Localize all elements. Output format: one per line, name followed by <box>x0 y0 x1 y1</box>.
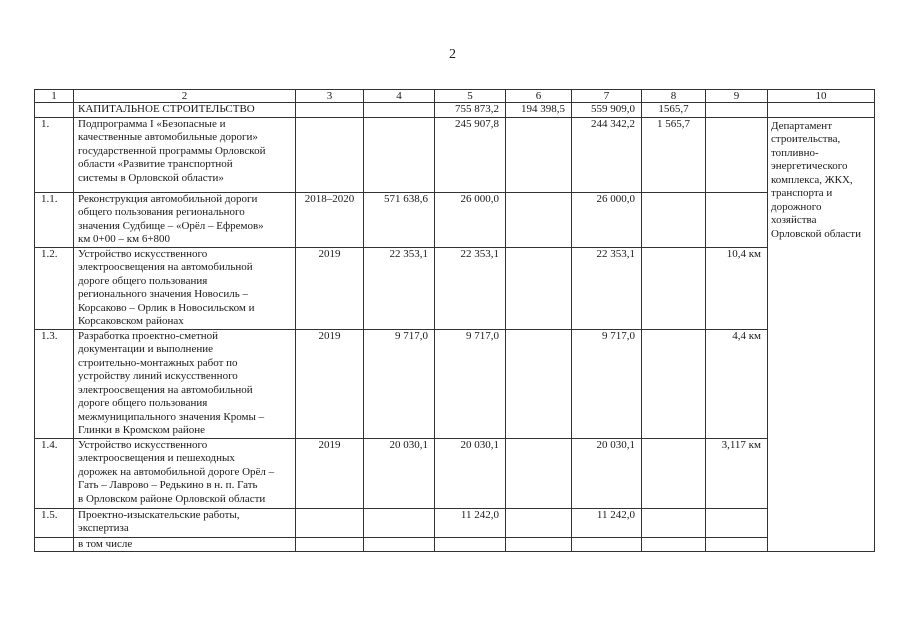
row-amount-col8 <box>642 508 706 537</box>
row-number: 1.4. <box>35 438 74 508</box>
department-line: энергетического <box>771 160 848 172</box>
table-row <box>35 117 875 192</box>
description-line: Корсаково – Орлик в Новосильском и <box>78 301 255 314</box>
empty-cell <box>435 537 506 552</box>
description-line: Подпрограмма I «Безопасные и <box>78 117 226 130</box>
description-line: электроосвещения и пешеходных <box>78 452 235 464</box>
row-amount-col8 <box>642 329 706 438</box>
description-line: качественные автомобильные дороги» <box>78 131 258 143</box>
row-total-cost <box>364 117 435 192</box>
department-line: комплекса, ЖКХ, <box>771 173 853 186</box>
row-amount-col7: 20 030,1 <box>572 438 642 508</box>
page-number: 2 <box>449 47 456 62</box>
row-amount-col8: 1 565,7 <box>642 117 706 192</box>
column-number: 10 <box>768 90 875 103</box>
department-line: транспорта и <box>771 187 833 199</box>
row-number: 1.5. <box>35 508 74 537</box>
description-line: документации и выполнение <box>78 343 213 355</box>
including-row <box>35 537 875 552</box>
row-capacity <box>706 117 768 192</box>
description-line: государственной программы Орловской <box>78 144 266 157</box>
description-line: Корсаковском районах <box>78 315 184 327</box>
empty-cell <box>706 537 768 552</box>
program-table <box>34 89 875 552</box>
row-amount-col5: 245 907,8 <box>435 117 506 192</box>
capital-construction-row <box>35 103 875 118</box>
row-total-cost: 20 030,1 <box>364 438 435 508</box>
description-line: общего пользования регионального <box>78 206 245 218</box>
row-amount-col5: 9 717,0 <box>435 329 506 438</box>
row-description <box>74 247 296 329</box>
row-amount-col6 <box>506 247 572 329</box>
row-amount-col7: 26 000,0 <box>572 192 642 247</box>
column-number: 1 <box>35 90 74 103</box>
description-line: значения Судбище – «Орёл – Ефремов» <box>78 219 264 232</box>
department-line: Департамент <box>771 119 833 132</box>
column-number: 5 <box>435 90 506 103</box>
row-total-cost: 9 717,0 <box>364 329 435 438</box>
description-line: регионального значения Новосиль – <box>78 288 249 300</box>
row-amount-col8 <box>642 438 706 508</box>
department-line: Орловской области <box>771 227 861 240</box>
description-line: Устройство искусственного <box>78 438 208 451</box>
row-capacity <box>706 508 768 537</box>
table-row <box>35 247 875 329</box>
row-capacity: 10,4 км <box>706 247 768 329</box>
row-amount-col7: 244 342,2 <box>572 117 642 192</box>
row-amount-col6 <box>506 329 572 438</box>
capital-total-col5: 755 873,2 <box>435 103 506 118</box>
description-line: электроосвещения на автомобильной <box>78 261 253 273</box>
empty-cell <box>506 537 572 552</box>
row-amount-col7: 22 353,1 <box>572 247 642 329</box>
row-amount-col8 <box>642 247 706 329</box>
table-row <box>35 192 875 247</box>
row-amount-col8 <box>642 192 706 247</box>
row-capacity <box>706 192 768 247</box>
description-line: системы в Орловской области» <box>78 171 224 184</box>
column-number: 9 <box>706 90 768 103</box>
row-total-cost <box>364 508 435 537</box>
row-number: 1.2. <box>35 247 74 329</box>
description-line: электроосвещения на автомобильной <box>78 383 253 396</box>
department-line: дорожного <box>771 200 822 213</box>
row-description <box>74 329 296 438</box>
row-amount-col5: 11 242,0 <box>435 508 506 537</box>
column-number: 7 <box>572 90 642 103</box>
row-total-cost: 22 353,1 <box>364 247 435 329</box>
column-number: 8 <box>642 90 706 103</box>
row-description <box>74 117 296 192</box>
description-line: области «Развитие транспортной <box>78 158 233 170</box>
column-number: 6 <box>506 90 572 103</box>
description-line: км 0+00 – км 6+800 <box>78 233 171 245</box>
capital-total-col8: 1565,7 <box>642 103 706 118</box>
row-period: 2019 <box>296 438 364 508</box>
row-description <box>74 508 296 537</box>
table-row <box>35 508 875 537</box>
column-number: 4 <box>364 90 435 103</box>
row-period <box>296 508 364 537</box>
table-row <box>35 329 875 438</box>
description-line: дороге общего пользования <box>78 274 208 287</box>
description-line: Устройство искусственного <box>78 247 208 260</box>
description-line: Проектно-изыскательские работы, <box>78 508 240 521</box>
row-number: 1.1. <box>35 192 74 247</box>
description-line: Реконструкция автомобильной дороги <box>78 192 258 205</box>
row-number: 1. <box>35 117 74 192</box>
description-line: в Орловском районе Орловской области <box>78 492 266 505</box>
row-amount-col6 <box>506 438 572 508</box>
row-amount-col6 <box>506 508 572 537</box>
row-period: 2019 <box>296 247 364 329</box>
row-period: 2019 <box>296 329 364 438</box>
description-line: межмуниципального значения Кромы – <box>78 410 265 423</box>
description-line: Глинки в Кромском районе <box>78 424 206 436</box>
row-amount-col7: 9 717,0 <box>572 329 642 438</box>
row-number: 1.3. <box>35 329 74 438</box>
row-amount-col6 <box>506 192 572 247</box>
row-amount-col6 <box>506 117 572 192</box>
description-line: дорожек на автомобильной дороге Орёл – <box>78 465 275 478</box>
row-period: 2018–2020 <box>296 192 364 247</box>
row-amount-col5: 22 353,1 <box>435 247 506 329</box>
description-line: дороге общего пользования <box>78 397 208 409</box>
description-line: Гать – Лаврово – Редькино в н. п. Гать <box>78 479 258 491</box>
column-number: 3 <box>296 90 364 103</box>
column-number-row <box>35 90 875 103</box>
table-row <box>35 438 875 508</box>
empty-cell <box>35 537 74 552</box>
row-amount-col5: 26 000,0 <box>435 192 506 247</box>
capital-construction-title: КАПИТАЛЬНОЕ СТРОИТЕЛЬСТВО <box>74 103 296 118</box>
description-line: Разработка проектно-сметной <box>78 329 219 342</box>
row-period <box>296 117 364 192</box>
department-line: строительства, <box>771 133 841 145</box>
capital-total-col7: 559 909,0 <box>572 103 642 118</box>
description-line: строительно-монтажных работ по <box>78 356 238 369</box>
capital-total-col6: 194 398,5 <box>506 103 572 118</box>
row-capacity: 3,117 км <box>706 438 768 508</box>
responsible-department <box>768 117 875 552</box>
description-line: экспертиза <box>78 522 129 534</box>
empty-cell <box>572 537 642 552</box>
column-number: 2 <box>74 90 296 103</box>
row-amount-col5: 20 030,1 <box>435 438 506 508</box>
description-line: устройству линий искусственного <box>78 370 238 382</box>
empty-cell <box>296 537 364 552</box>
including-label: в том числе <box>74 537 296 552</box>
row-capacity: 4,4 км <box>706 329 768 438</box>
department-line: хозяйства <box>771 214 817 226</box>
empty-cell <box>364 537 435 552</box>
row-description <box>74 192 296 247</box>
row-amount-col7: 11 242,0 <box>572 508 642 537</box>
department-line: топливно- <box>771 146 819 159</box>
row-description <box>74 438 296 508</box>
empty-cell <box>642 537 706 552</box>
row-total-cost: 571 638,6 <box>364 192 435 247</box>
